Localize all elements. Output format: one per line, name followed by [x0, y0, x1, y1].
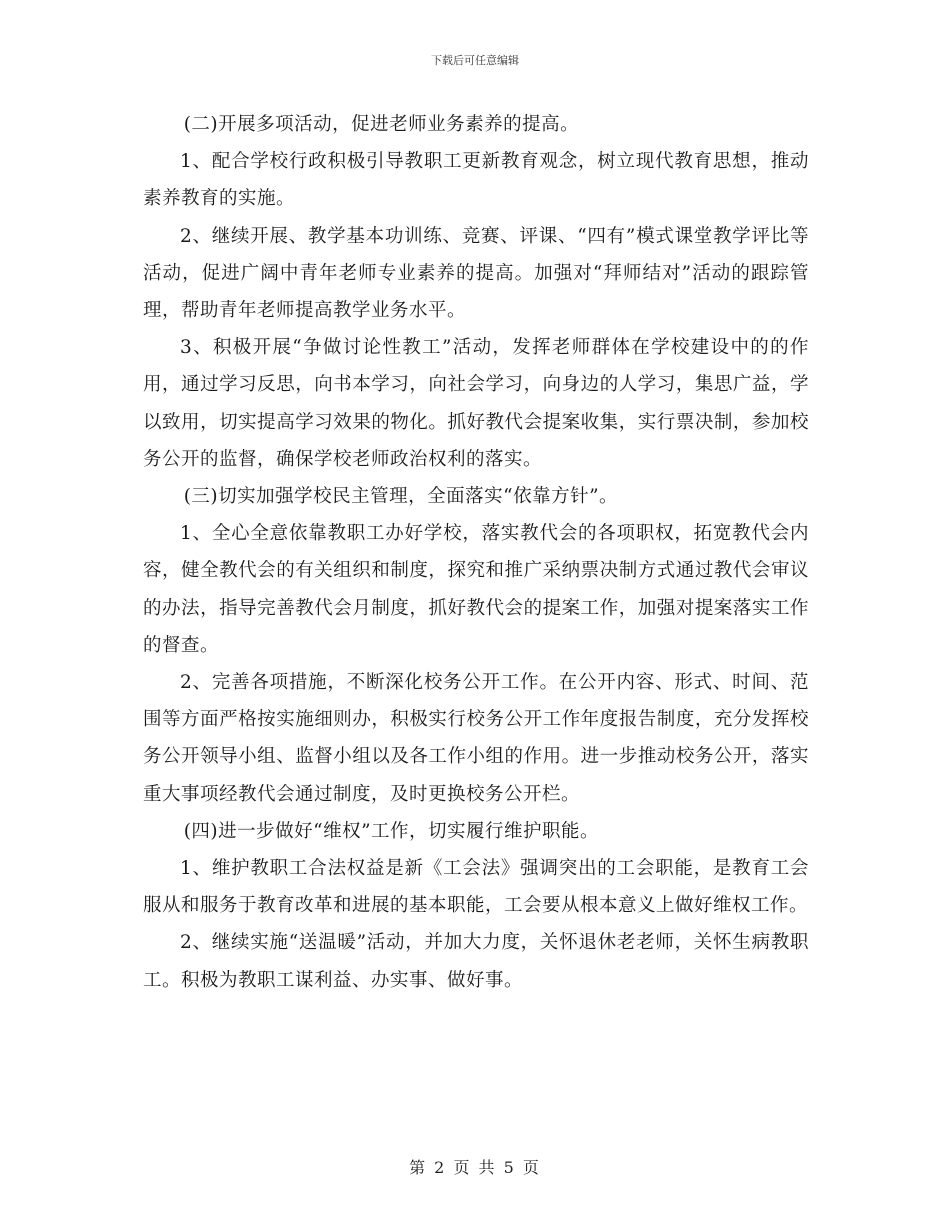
- document-body: [143, 106, 809, 999]
- paragraph: 1、配合学校行政积极引导教职工更新教育观念，树立现代教育思想，推动素养教育的实施。: [143, 151, 809, 210]
- section-heading-3: (三)切实加强学校民主管理，全面落实“依靠方针”。: [183, 486, 619, 508]
- paragraph: 3、积极开展“争做讨论性教工”活动，发挥老师群体在学校建设中的的作用，通过学习反思，向书本学习，向社会学习，向身边的人学习，集思广益，学以致用，切实提高学习效果的物化。抓好教代会提案收集，实行票决制，参加校务公开的监督，确保学校老师政治权利的落实。: [143, 337, 809, 470]
- paragraph: 2、完善各项措施，不断深化校务公开工作。在公开内容、形式、时间、范围等方面严格按实施细则办，积极实行校务公开工作年度报告制度，充分发挥校务公开领导小组、监督小组以及各工作小组的作用。进一步推动校务公开，落实重大事项经教代会通过制度，及时更换校务公开栏。: [143, 672, 809, 805]
- page-header: 下载后可任意编辑: [431, 54, 519, 67]
- section-heading-4: (四)进一步做好“维权”工作，切实履行维护职能。: [183, 820, 600, 842]
- section-heading-2: (二)开展多项活动，促进老师业务素养的提高。: [183, 114, 580, 135]
- paragraph: 1、维护教职工合法权益是新《工会法》强调突出的工会职能，是教育工会服从和服务于教育改革和进展的基本职能，工会要从根本意义上做好维权工作。: [143, 858, 809, 917]
- paragraph: 1、全心全意依靠教职工办好学校，落实教代会的各项职权，拓宽教代会内容，健全教代会的有关组织和制度，探究和推广采纳票决制方式通过教代会审议的办法，指导完善教代会月制度，抓好教代会的提案工作，加强对提案落实工作的督查。: [143, 523, 809, 656]
- page-number: 第 2 页 共 5 页: [409, 1158, 541, 1177]
- paragraph: 2、继续开展、教学基本功训练、竞赛、评课、“四有”模式课堂教学评比等活动，促进广阔中青年老师专业素养的提高。加强对“拜师结对”活动的跟踪管理，帮助青年老师提高教学业务水平。: [143, 225, 809, 322]
- paragraph: 2、继续实施“送温暖”活动，并加大力度，关怀退休老老师，关怀生病教职工。积极为教职工谋利益、办实事、做好事。: [143, 932, 809, 991]
